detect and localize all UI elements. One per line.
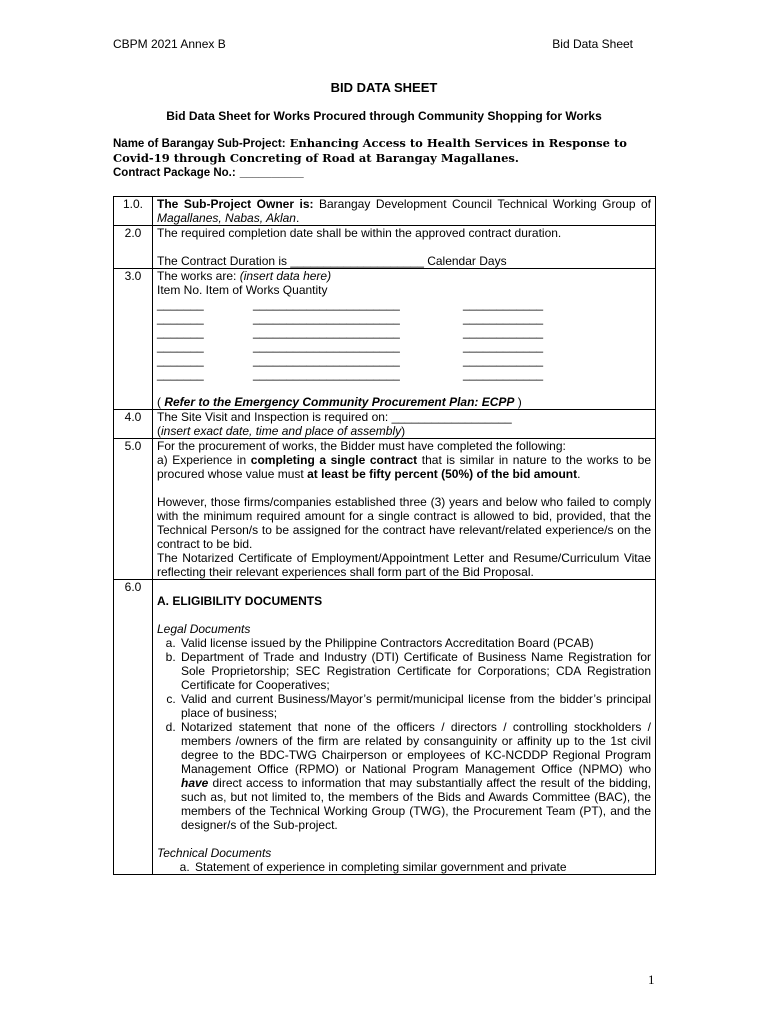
- table-row: [114, 580, 656, 875]
- blank-item-no: _______: [157, 325, 204, 339]
- blank-quantity: ____________: [463, 353, 544, 367]
- blank-item-no: _______: [157, 297, 204, 311]
- row-content: [153, 580, 656, 875]
- blank-quantity: ____________: [463, 325, 544, 339]
- row-number: 1.0.: [114, 197, 153, 226]
- blank-item-works: ______________________: [253, 311, 400, 325]
- list-item: a. Statement of experience in completing similar government and private: [193, 860, 651, 874]
- blank-item-no: _______: [157, 311, 204, 325]
- list-item: b. Department of Trade and Industry (DTI) Certificate of Business Name Registration for Sole Proprietorship; SEC Registration Certificate for Corporations; CDA Registration Certificate for Cooperatives;: [179, 650, 651, 692]
- exp-a: a) Experience in: [157, 453, 251, 467]
- blank-item-works: ______________________: [253, 325, 400, 339]
- blank-item-no: _______: [157, 339, 204, 353]
- exp-b: completing a single contract: [250, 453, 418, 467]
- table-row: [114, 226, 656, 269]
- paren-close: ): [401, 424, 406, 438]
- list-item: [179, 720, 651, 832]
- contract-duration-text: The Contract Duration is ____________________ Calendar Days: [157, 254, 507, 268]
- ecpp-reference: Refer to the Emergency Community Procurement Plan: ECPP: [164, 395, 515, 409]
- technical-documents-heading: Technical Documents: [157, 846, 272, 860]
- blank-quantity: ____________: [463, 311, 544, 325]
- row-number: 3.0: [114, 269, 153, 410]
- row-content: [153, 410, 656, 439]
- blank-item-no: _______: [157, 353, 204, 367]
- blank-quantity: ____________: [463, 297, 544, 311]
- document-subtitle: Bid Data Sheet for Works Procured through Community Shopping for Works: [166, 109, 602, 123]
- item-d-b: have: [181, 776, 209, 790]
- eligibility-heading: A. ELIGIBILITY DOCUMENTS: [157, 594, 323, 608]
- row-number: 5.0: [114, 439, 153, 580]
- row-content: [153, 269, 656, 410]
- exp-e: .: [577, 467, 581, 481]
- works-label: The works are:: [157, 269, 240, 283]
- legal-documents-heading: Legal Documents: [157, 622, 251, 636]
- row-number: 2.0: [114, 226, 153, 269]
- blank-item-works: ______________________: [253, 367, 400, 381]
- project-info: [113, 136, 658, 180]
- ref-open: (: [157, 395, 165, 409]
- works-blank-row: [157, 311, 651, 325]
- header-left: CBPM 2021 Annex B: [113, 37, 226, 51]
- works-blank-row: [157, 325, 651, 339]
- row-content: [153, 197, 656, 226]
- blank-quantity: ____________: [463, 367, 544, 381]
- works-blank-row: [157, 339, 651, 353]
- project-name-label: Name of Barangay Sub-Project:: [113, 138, 286, 150]
- works-blank-row: [157, 367, 651, 381]
- row-content: [153, 226, 656, 269]
- table-row: [114, 410, 656, 439]
- owner-label: The Sub-Project Owner is:: [157, 197, 314, 211]
- exp-d: at least be fifty percent (50%) of the bid amount: [307, 467, 578, 481]
- experience-intro: For the procurement of works, the Bidder must have completed the following:: [157, 439, 566, 453]
- owner-text: Barangay Development Council Technical Working Group of: [313, 197, 651, 211]
- blank-item-no: _______: [157, 367, 204, 381]
- works-blank-row: [157, 297, 651, 311]
- list-item: a. Valid license issued by the Philippine Contractors Accreditation Board (PCAB): [179, 636, 651, 650]
- owner-end: .: [295, 211, 300, 225]
- row-number: 4.0: [114, 410, 153, 439]
- table-row: [114, 197, 656, 226]
- blank-item-works: ______________________: [253, 353, 400, 367]
- works-blank-row: [157, 353, 651, 367]
- header-right: Bid Data Sheet: [552, 37, 633, 51]
- ref-close: ): [514, 395, 522, 409]
- blank-item-works: ______________________: [253, 339, 400, 353]
- row-number: 6.0: [114, 580, 153, 875]
- page-number: 1: [648, 972, 655, 987]
- contract-package-value: __________: [239, 167, 304, 179]
- blank-quantity: ____________: [463, 339, 544, 353]
- site-visit-text: The Site Visit and Inspection is required on: __________________: [157, 410, 512, 424]
- owner-place: Magallanes, Nabas, Aklan: [157, 211, 296, 225]
- table-row: [114, 269, 656, 410]
- blank-item-works: ______________________: [253, 297, 400, 311]
- certificate-text: The Notarized Certificate of Employment/Appointment Letter and Resume/Curriculum Vitae reflecting their relevant experiences shall form part of the Bid Proposal.: [157, 551, 651, 579]
- item-d-a: Notarized statement that none of the officers / directors / controlling stockholders / members /owners of the firm are related by consanguinity or affinity up to the 1st civil degree to the BDC-TWG Chairperson or employees of KC-NCDDP Regional Program Management Office (RPMO) or National Program Management Office (NPMO) who: [181, 720, 651, 776]
- row-content: [153, 439, 656, 580]
- firms-exception-text: However, those firms/companies established three (3) years and below who failed to comply with the minimum required amount for a single contract is allowed to bid, provided, that the Technical Person/s to be assigned for the contract have relevant/related experience/s on the contract to be bid.: [157, 495, 651, 551]
- works-insert-note: (insert data here): [239, 269, 332, 283]
- technical-documents-list: [157, 860, 651, 874]
- site-visit-note: insert exact date, time and place of assembly: [161, 424, 402, 438]
- project-name-value: Enhancing Access to Health Services in Response to Covid-19 through Concreting of Road at Barangay Magallanes.: [113, 136, 627, 165]
- experience-requirement: [157, 453, 651, 481]
- completion-date-text: The required completion date shall be within the approved contract duration.: [157, 226, 562, 240]
- document-title: BID DATA SHEET: [330, 80, 438, 95]
- bid-data-table: [113, 196, 656, 875]
- exp-c: that is similar in nature to the works to be procured whose value must: [157, 453, 652, 481]
- works-columns: Item No. Item of Works Quantity: [157, 283, 328, 297]
- table-row: [114, 439, 656, 580]
- item-d-c: direct access to information that may substantially affect the result of the bidding, such as, but not limited to, the members of the Bids and Awards Committee (BAC), the members of the Technical Working Group (TWG), the Procurement Team (PT), and the designer/s of the Sub-project.: [181, 776, 651, 832]
- contract-package-label: Contract Package No.:: [113, 167, 236, 179]
- legal-documents-list: [157, 636, 651, 832]
- paren-open: (: [157, 424, 161, 438]
- list-item: c. Valid and current Business/Mayor’s permit/municipal license from the bidder’s principal place of business;: [179, 692, 651, 720]
